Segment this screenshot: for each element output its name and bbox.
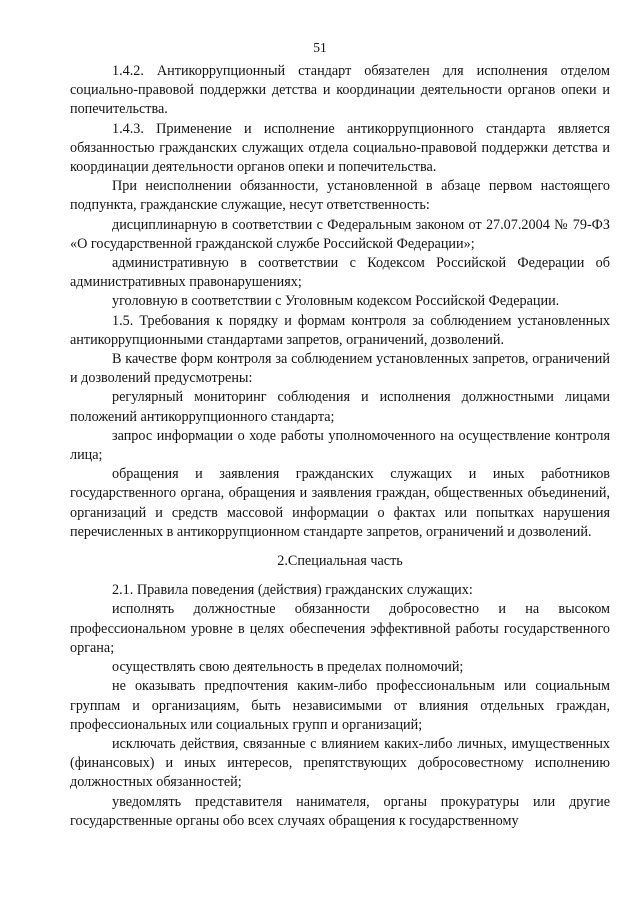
paragraph: 2.1. Правила поведения (действия) гражданских служащих: xyxy=(112,582,473,599)
paragraph: 1.5. Требования к порядку и формам контроля за соблюдением установленных антикоррупционными стандартами запретов, ограничений, дозволений. xyxy=(70,312,610,348)
paragraph: В качестве форм контроля за соблюдением установленных запретов, ограничений и дозволений предусмотрены: xyxy=(70,351,610,387)
section-title: 2.Специальная часть xyxy=(277,553,403,570)
paragraph: обращения и заявления гражданских служащих и иных работников государственного органа, обращения и заявления граждан, общественных объединений, организаций и средств массовой информации о фактах или попытках нарушения перечисленных в антикоррупционном стандарте запретов, ограничений и дозволений. xyxy=(70,466,610,540)
paragraph: запрос информации о ходе работы уполномоченного на осуществление контроля лица; xyxy=(70,427,610,464)
paragraph: исполнять должностные обязанности добросовестно и на высоком профессиональном уровне в целях обеспечения эффективной работы государственного органа; xyxy=(70,601,610,656)
paragraph: При неисполнении обязанности, установленной в абзаце первом настоящего подпункта, гражданские служащие, несут ответственность: xyxy=(70,178,610,214)
paragraph: регулярный мониторинг соблюдения и исполнения должностными лицами положений антикоррупционного стандарта; xyxy=(70,389,610,425)
paragraph: административную в соответствии с Кодексом Российской Федерации об административных правонарушениях; xyxy=(70,255,610,291)
paragraph: уведомлять представителя нанимателя, органы прокуратуры или другие государственные органы обо всех случаях обращения к государственному xyxy=(70,793,610,829)
paragraph: осуществлять свою деятельность в пределах полномочий; xyxy=(112,659,464,676)
page-body xyxy=(70,62,610,831)
paragraph: уголовную в соответствии с Уголовным кодексом Российской Федерации. xyxy=(112,293,560,310)
paragraph: 1.4.2. Антикоррупционный стандарт обязателен для исполнения отделом социально-правовой поддержки детства и координации деятельности органов опеки и попечительства. xyxy=(70,63,610,118)
paragraph: 1.4.3. Применение и исполнение антикоррупционного стандарта является обязанностью гражданских служащих отдела социально-правовой поддержки детства и координации деятельности органов опеки и попечительства. xyxy=(70,120,610,176)
paragraph: не оказывать предпочтения каким-либо профессиональным или социальным группам и организациям, быть независимыми от влияния отдельных граждан, профессиональных или социальных групп и организаций; xyxy=(70,678,610,733)
paragraph: дисциплинарную в соответствии с Федеральным законом от 27.07.2004 № 79-ФЗ «О государственной гражданской службе Российской Федерации»; xyxy=(70,216,610,252)
page-number: 51 xyxy=(313,40,327,55)
paragraph: исключать действия, связанные с влиянием каких-либо личных, имущественных (финансовых) и иных интересов, препятствующих добросовестному исполнению должностных обязанностей; xyxy=(70,735,610,791)
